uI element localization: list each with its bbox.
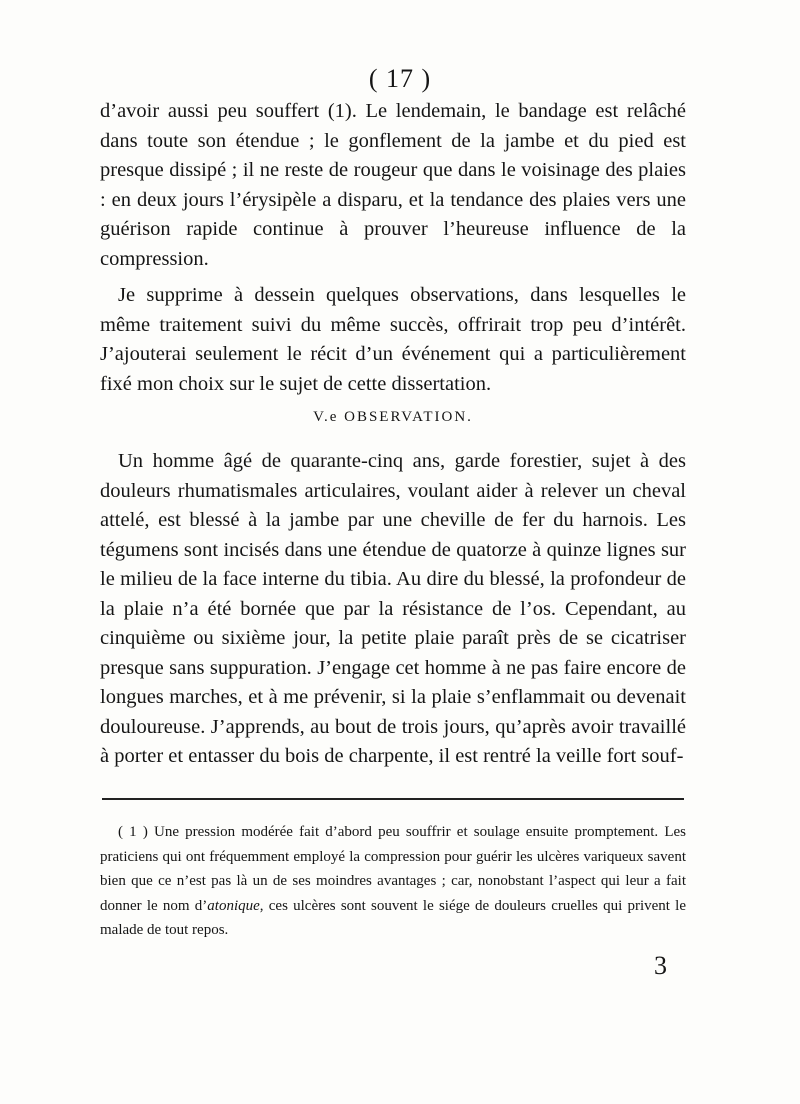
paragraph-suppression: Je supprime à dessein quelques observations, dans lesquelles le même traitement suivi du même succès, offrirait trop peu d’intérêt. J’ajouterai seulement le récit d’un événement qui a particulièrement fixé mon choix sur le sujet de cette dissertation. [100, 284, 686, 395]
footnote-rule [102, 798, 684, 800]
body-text [100, 97, 686, 772]
footnote-text-start: ( 1 ) Une pression modérée fait d’abord peu souffrir et soulage ensuite promptement. Les praticiens qui ont fréquemment employé la compression pour guérir les ulcères variqueux savent bien que ce n’est pas là un de ses moindres avantages ; car, nonobstant l’aspect qui leur a fait donner le nom d’ [100, 824, 686, 914]
footnote-text [100, 820, 686, 943]
footnote-text-end: , ces ulcères sont souvent le siége de douleurs cruelles qui privent le malade de tout repos. [100, 897, 686, 938]
footnote-italic-term: atonique [207, 897, 260, 914]
paragraph-continuation: d’avoir aussi peu souffert (1). Le lendemain, le bandage est relâché dans toute son étendue ; le gonflement de la jambe et du pied est presque dissipé ; il ne reste de rougeur que dans le voisinage des plaies : en deux jours l’érysipèle a disparu, et la tendance des plaies vers une guérison rapide continue à prouver l’heureuse influence de la compression. [100, 100, 686, 270]
signature-mark: 3 [654, 951, 667, 980]
footnote [100, 820, 686, 943]
paragraph-observation: Un homme âgé de quarante-cinq ans, garde forestier, sujet à des douleurs rhumatismales articulaires, voulant aider à relever un cheval attelé, est blessé à la jambe par une cheville de fer du harnois. Les tégumens sont incisés dans une étendue de quatorze à quinze lignes sur le milieu de la face interne du tibia. Au dire du blessé, la profondeur de la plaie n’a été bornée que par la résistance de l’os. Cependant, au cinquième ou sixième jour, la petite plaie paraît près de se cicatriser presque sans suppuration. J’engage cet homme à ne pas faire encore de longues marches, et à me prévenir, si la plaie s’enflammait ou devenait douloureuse. J’apprends, au bout de trois jours, qu’après avoir travaillé à porter et entasser du bois de charpente, il est rentré la veille fort souf- [100, 450, 686, 767]
page-number: ( 17 ) [368, 64, 432, 93]
observation-heading: V.e OBSERVATION. [313, 409, 473, 425]
